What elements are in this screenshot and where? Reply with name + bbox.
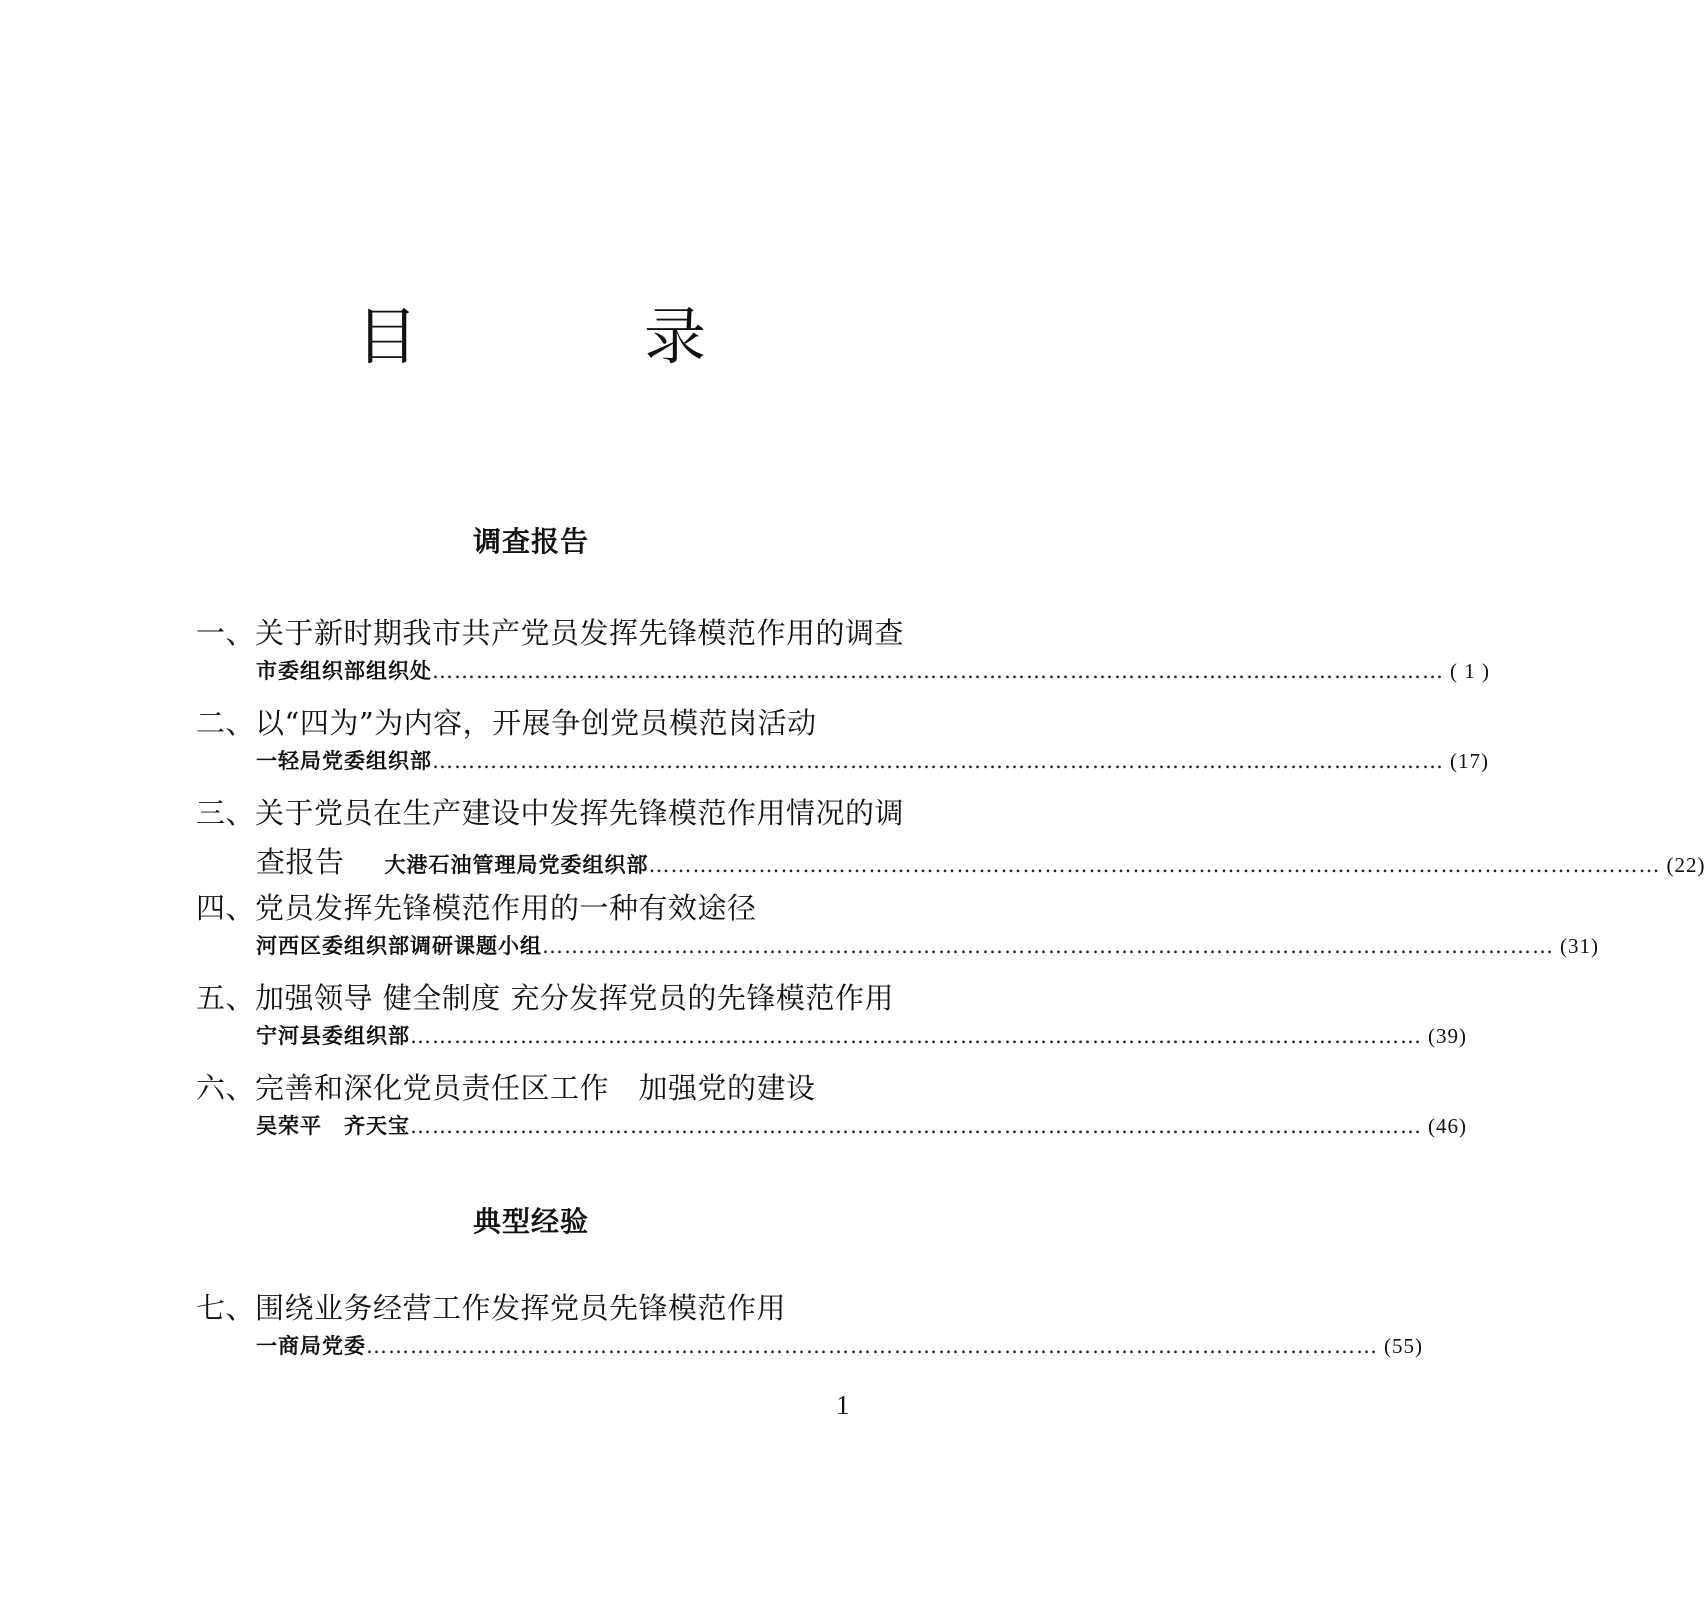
toc-entry[interactable] bbox=[196, 796, 1706, 881]
toc-entry-title: 二、以“四为”为内容，开展争创党员模范岗活动 bbox=[196, 706, 817, 740]
toc-entry-source: 大港石油管理局党委组织部 bbox=[384, 852, 649, 877]
toc-entry-title: 五、加强领导 健全制度 充分发挥党员的先锋模范作用 bbox=[196, 981, 894, 1015]
dot-leader: ………………………………………………………………………………………………………………………… bbox=[648, 852, 1661, 877]
toc-entry[interactable] bbox=[196, 1291, 1423, 1358]
page-title: 目 录 bbox=[355, 300, 788, 373]
toc-entry-page-number: (39) bbox=[1428, 1023, 1467, 1048]
toc-entry-source: 宁河县委组织部 bbox=[256, 1023, 410, 1048]
toc-entry-title: 六、完善和深化党员责任区工作 加强党的建设 bbox=[196, 1071, 816, 1105]
toc-entry-source-row bbox=[196, 658, 1490, 683]
section-heading-survey: 调查报告 bbox=[472, 525, 589, 558]
dot-leader: ………………………………………………………………………………………………………………………… bbox=[410, 1113, 1422, 1138]
toc-entry-title: 三、关于党员在生产建设中发挥先锋模范作用情况的调 bbox=[196, 796, 905, 830]
dot-leader: ………………………………………………………………………………………………………………………… bbox=[542, 933, 1554, 958]
toc-entry[interactable] bbox=[196, 616, 1490, 683]
toc-entry[interactable] bbox=[196, 1071, 1467, 1138]
toc-entry[interactable] bbox=[196, 891, 1599, 958]
toc-entry-title: 四、党员发挥先锋模范作用的一种有效途径 bbox=[196, 891, 757, 925]
toc-entry-page-number: (46) bbox=[1428, 1113, 1467, 1138]
toc-entry-source-row bbox=[196, 748, 1489, 773]
toc-entry-page-number: (17) bbox=[1450, 748, 1489, 773]
toc-entry[interactable] bbox=[196, 706, 1489, 773]
toc-entry-title-continuation-row bbox=[196, 840, 1706, 881]
page-folio: 1 bbox=[836, 1390, 850, 1420]
toc-entry-source: 市委组织部组织处 bbox=[256, 658, 432, 683]
toc-entry-source: 吴荣平 齐天宝 bbox=[256, 1113, 410, 1138]
toc-entry-source-row bbox=[196, 1113, 1467, 1138]
toc-entry-source: 一轻局党委组织部 bbox=[256, 748, 432, 773]
toc-entry-title: 七、围绕业务经营工作发挥党员先锋模范作用 bbox=[196, 1291, 787, 1325]
dot-leader: ………………………………………………………………………………………………………………………… bbox=[366, 1333, 1378, 1358]
toc-entry-title: 一、关于新时期我市共产党员发挥先锋模范作用的调查 bbox=[196, 616, 905, 650]
dot-leader: ………………………………………………………………………………………………………………………… bbox=[432, 748, 1444, 773]
toc-entry-page-number: (22) bbox=[1666, 852, 1706, 877]
toc-entry-source-row bbox=[196, 1023, 1467, 1048]
toc-entry-title-continuation: 查报告 bbox=[256, 844, 345, 879]
section-heading-experience: 典型经验 bbox=[472, 1205, 589, 1238]
toc-entry[interactable] bbox=[196, 981, 1467, 1048]
toc-entry-page-number: (55) bbox=[1384, 1333, 1423, 1358]
dot-leader: ………………………………………………………………………………………………………………………… bbox=[432, 658, 1444, 683]
toc-entry-source: 一商局党委 bbox=[256, 1333, 366, 1358]
toc-entry-page-number: ( 1 ) bbox=[1450, 658, 1490, 683]
dot-leader: ………………………………………………………………………………………………………………………… bbox=[410, 1023, 1422, 1048]
toc-entry-source-row bbox=[196, 1333, 1423, 1358]
toc-entry-page-number: (31) bbox=[1560, 933, 1599, 958]
toc-entry-source-row bbox=[196, 933, 1599, 958]
toc-entry-source: 河西区委组织部调研课题小组 bbox=[256, 933, 542, 958]
